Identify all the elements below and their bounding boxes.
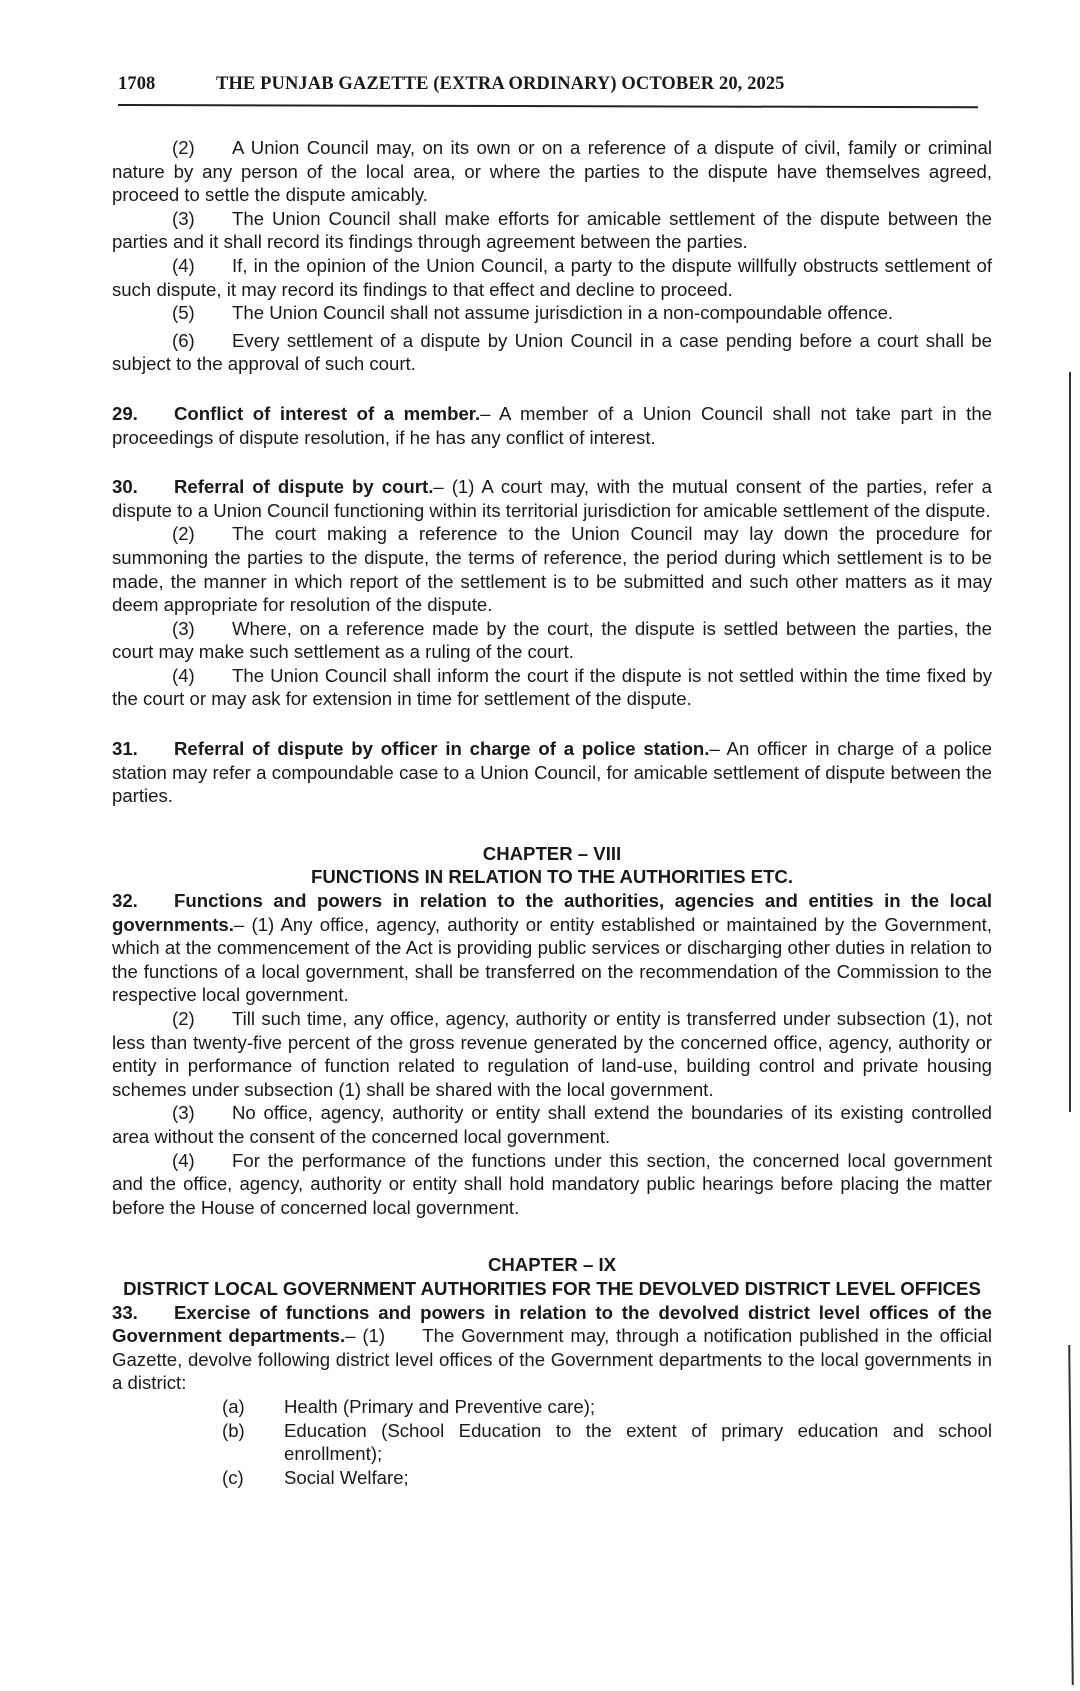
chapter-label: CHAPTER – VIII (482, 842, 622, 864)
subsection: (4) The Union Council shall inform the court if the dispute is not settled within the time fixed by the court or may ask for extension in time for settlement of the dispute. (112, 664, 992, 710)
page-number: 1708 (118, 74, 156, 94)
subsection: (5) The Union Council shall not assume jurisdiction in a non-compoundable offence. (172, 302, 894, 324)
scan-edge-line (1069, 372, 1071, 1112)
section-heading: Referral of dispute by court. (174, 476, 434, 498)
scan-edge-line (1068, 1345, 1074, 1685)
list-item: (c) Social Welfare; (222, 1466, 409, 1488)
header-rule (118, 104, 978, 108)
section-heading: Referral of dispute by officer in charge of a police station. (174, 738, 710, 760)
subsection: (3) The Union Council shall make efforts for amicable settlement of the dispute between the parties and it shall record its findings through agreement between the parties. (112, 207, 992, 253)
document-body (112, 136, 992, 1489)
page-header (118, 64, 978, 104)
section-heading: Functions and powers in relation to the authorities, agencies and entities in the local governments. (112, 890, 992, 935)
subsection: (4) For the performance of the functions under this section, the concerned local government and the office, agency, authority or entity shall hold mandatory public hearings before placing the matter before the House of concerned local government. (112, 1149, 992, 1218)
subsection: (2) Till such time, any office, agency, authority or entity is transferred under subsection (1), not less than twenty-five percent of the gross revenue generated by the concerned office, agency, authority or entity in performance of function related to regulation of land-use, building control and private housing schemes under subsection (1) shall be shared with the local government. (112, 1008, 992, 1100)
subsection: (4) If, in the opinion of the Union Council, a party to the dispute willfully obstructs settlement of such dispute, it may record its findings to that effect and decline to proceed. (112, 254, 992, 300)
subsection: (6) Every settlement of a dispute by Union Council in a case pending before a court shall be subject to the approval of such court. (112, 329, 992, 375)
list-item: (a) Health (Primary and Preventive care); (222, 1395, 596, 1417)
subsection: (2) The court making a reference to the Union Council may lay down the procedure for summoning the parties to the dispute, the terms of reference, the period during which settlement is to be made, the manner in which report of the settlement is to be submitted and such other matters as it may deem appropriate for resolution of the dispute. (112, 523, 992, 616)
section-32: 32. Functions and powers in relation to the authorities, agencies and entities in the local governments.– (1) Any office, agency, authority or entity established or maintained by the Government, which at the commencement of the Act is providing public services or discharging other duties in relation to the functions of a local government, shall be transferred on the recommendation of the Commission to the respective local government. (112, 890, 992, 1006)
gazette-title: THE PUNJAB GAZETTE (EXTRA ORDINARY) OCTOBER 20, 2025 (216, 74, 785, 94)
subsection: (3) Where, on a reference made by the court, the dispute is settled between the parties, the court may make such settlement as a ruling of the court. (112, 617, 992, 663)
section-heading: Conflict of interest of a member. (174, 402, 481, 424)
section-heading: Exercise of functions and powers in relation to the devolved district level offices of the Government departments. (112, 1301, 992, 1347)
chapter-label: CHAPTER – IX (487, 1254, 617, 1276)
chapter-title: DISTRICT LOCAL GOVERNMENT AUTHORITIES FOR THE DEVOLVED DISTRICT LEVEL OFFICES (123, 1277, 981, 1299)
subsection: (3) No office, agency, authority or entity shall extend the boundaries of its existing controlled area without the consent of the concerned local government. (112, 1102, 992, 1147)
section-30: 30. Referral of dispute by court.– (1) A court may, with the mutual consent of the parties, refer a dispute to a Union Council functioning within its territorial jurisdiction for amicable settlement of the dispute. (112, 476, 992, 521)
section-33: 33. Exercise of functions and powers in relation to the devolved district level offices of the Government departments.– (1) The Government may, through a notification published in the official Gazette, devolve following district level offices of the Government departments to the local governments in a district: (112, 1301, 992, 1394)
section-31: 31. Referral of dispute by officer in charge of a police station.– An officer in charge of a police station may refer a compoundable case to a Union Council, for amicable settlement of dispute between the parties. (112, 738, 992, 807)
section-29: 29. Conflict of interest of a member.– A member of a Union Council shall not take part in the proceedings of dispute resolution, if he has any conflict of interest. (112, 402, 992, 448)
subsection: (2) A Union Council may, on its own or on a reference of a dispute of civil, family or criminal nature by any person of the local area, or where the parties to the dispute have themselves agreed, proceed to settle the dispute amicably. (112, 137, 992, 206)
chapter-title: FUNCTIONS IN RELATION TO THE AUTHORITIES ETC. (310, 866, 794, 888)
list-item: (b) Education (School Education to the extent of primary education and school enrollment); (222, 1419, 992, 1465)
